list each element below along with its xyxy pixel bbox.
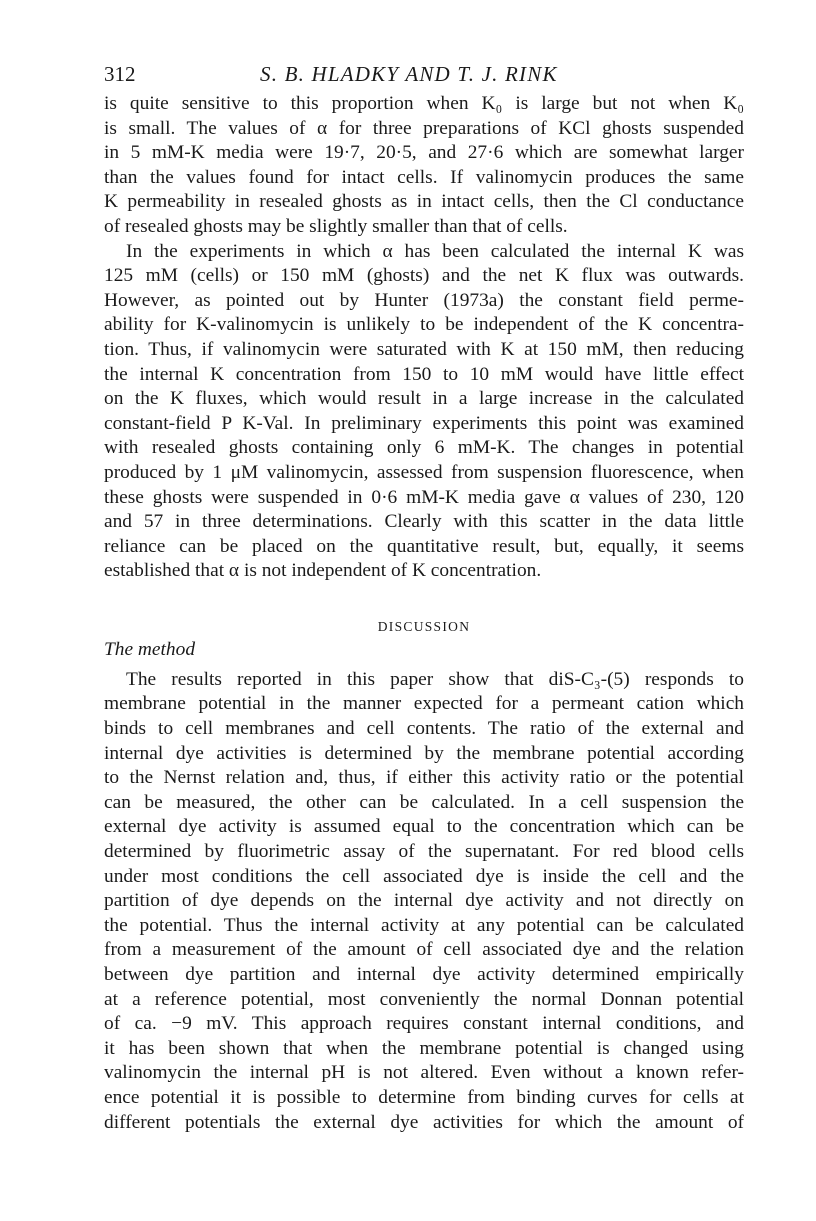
text-line: valinomycin the internal pH is not altered. Even without a known refer-: [104, 1062, 744, 1084]
text-line: In the experiments in which α has been calculated the internal K was: [126, 240, 744, 262]
text-line: from a measurement of the amount of cell associated dye and the relation: [104, 939, 744, 961]
paragraph-method: [104, 668, 744, 1135]
page: [104, 62, 744, 1135]
text-line: to the Nernst relation and, thus, if either this activity ratio or the potential: [104, 767, 744, 789]
text-line: ence potential it is possible to determine from binding curves for cells at: [104, 1086, 744, 1108]
text-line: partition of dye depends on the internal dye activity and not directly on: [104, 890, 744, 912]
text-line: ability for K-valinomycin is unlikely to be independent of the K concentra-: [104, 314, 744, 336]
text-line: internal dye activities is determined by the membrane potential according: [104, 742, 744, 764]
paragraph-ghosts-alpha: [104, 92, 744, 240]
text-line: different potentials the external dye activities for which the amount of: [104, 1111, 744, 1133]
text-line: membrane potential in the manner expected for a permeant cation which: [104, 693, 744, 715]
text-line: under most conditions the cell associated dye is inside the cell and the: [104, 865, 744, 887]
page-header: [104, 62, 744, 92]
text-line: K permeability in resealed ghosts as in intact cells, then the Cl conductance: [104, 191, 744, 213]
text-line: these ghosts were suspended in 0·6 mM-K media gave α values of 230, 120: [104, 486, 744, 508]
text-line: The results reported in this paper show that diS-C₃-(5) responds to: [126, 668, 744, 690]
subsection-heading-method: The method: [104, 638, 196, 660]
text-line: reliance can be placed on the quantitative result, but, equally, it seems: [104, 535, 744, 557]
paragraph-internal-k: [104, 240, 744, 584]
text-line: binds to cell membranes and cell contents. The ratio of the external and: [104, 718, 744, 740]
text-line: However, as pointed out by Hunter (1973a) the constant field perme-: [104, 289, 744, 311]
section-heading-discussion: DISCUSSION: [377, 618, 471, 634]
text-line: is quite sensitive to this proportion when K₀ is large but not when K₀: [104, 93, 744, 114]
text-line: on the K fluxes, which would result in a large increase in the calculated: [104, 388, 744, 410]
text-line: determined by fluorimetric assay of the supernatant. For red blood cells: [104, 841, 744, 863]
text-line: is small. The values of α for three preparations of KCl ghosts suspended: [104, 117, 744, 139]
text-line: established that α is not independent of K concentration.: [104, 560, 542, 582]
text-line: the potential. Thus the internal activity at any potential can be calculated: [104, 914, 744, 936]
running-head: S. B. HLADKY AND T. J. RINK: [260, 62, 558, 86]
text-line: of ca. −9 mV. This approach requires constant internal conditions, and: [104, 1013, 744, 1035]
text-line: than the values found for intact cells. If valinomycin produces the same: [104, 166, 744, 188]
text-line: at a reference potential, most conveniently the normal Donnan potential: [104, 988, 744, 1010]
text-line: tion. Thus, if valinomycin were saturated with K at 150 mM, then reducing: [104, 338, 744, 360]
text-line: between dye partition and internal dye activity determined empirically: [104, 964, 744, 985]
text-line: external dye activity is assumed equal to the concentration which can be: [104, 816, 744, 838]
text-line: produced by 1 μM valinomycin, assessed from suspension fluorescence, when: [104, 461, 744, 483]
text-line: it has been shown that when the membrane potential is changed using: [104, 1037, 744, 1059]
text-line: can be measured, the other can be calculated. In a cell suspension the: [104, 791, 744, 813]
text-line: 125 mM (cells) or 150 mM (ghosts) and the net K flux was outwards.: [104, 265, 744, 287]
text-line: in 5 mM-K media were 19·7, 20·5, and 27·6 which are somewhat larger: [104, 142, 744, 164]
text-line: and 57 in three determinations. Clearly with this scatter in the data little: [104, 511, 744, 533]
page-number: 312: [104, 62, 136, 86]
text-line: constant-field P K-Val. In preliminary experiments this point was examined: [104, 412, 744, 434]
text-line: the internal K concentration from 150 to 10 mM would have little effect: [104, 363, 744, 385]
text-line: of resealed ghosts may be slightly smaller than that of cells.: [104, 215, 568, 237]
text-line: with resealed ghosts containing only 6 mM-K. The changes in potential: [104, 437, 744, 459]
